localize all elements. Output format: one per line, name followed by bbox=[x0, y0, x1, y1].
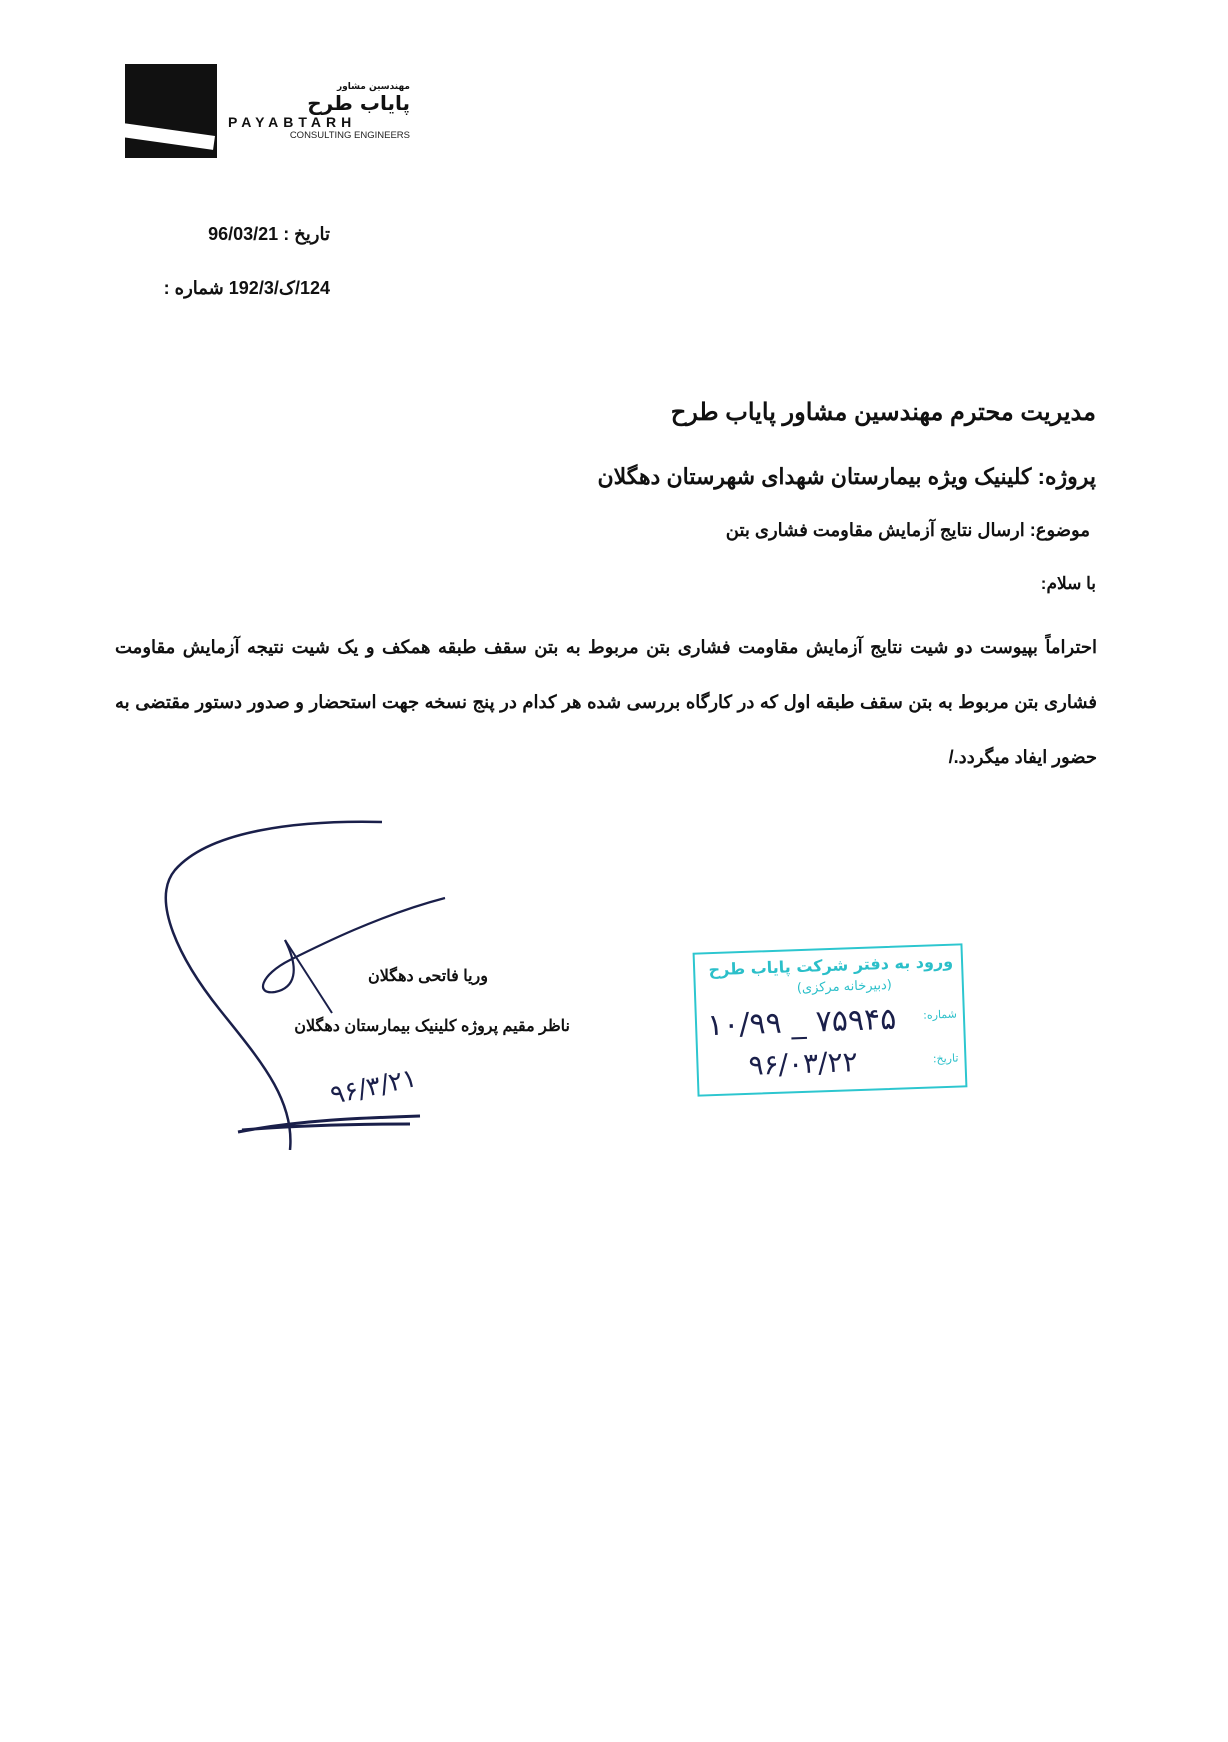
salutation: با سلام: bbox=[1040, 574, 1096, 593]
recipient-heading: مدیریت محترم مهندسین مشاور پایاب طرح bbox=[670, 399, 1096, 426]
receipt-stamp bbox=[693, 943, 968, 1096]
logo-name-en: PAYABTARH bbox=[228, 114, 357, 130]
signatory-title: ناظر مقیم پروژه کلینیک بیمارستان دهگلان bbox=[294, 1018, 570, 1035]
stamp-line2: (دبیرخانه مرکزی) bbox=[796, 977, 893, 997]
letter-date bbox=[208, 224, 330, 245]
stamp-number-label: شماره: bbox=[922, 1007, 958, 1022]
logo-name-fa: پایاب طرح bbox=[307, 91, 410, 115]
letter-number bbox=[164, 278, 330, 299]
number-label: شماره : bbox=[163, 278, 224, 298]
company-logo-text bbox=[228, 82, 410, 141]
stamp-date-label: تاریخ: bbox=[932, 1051, 959, 1066]
signatory-name: وریا فاتحی دهگلان bbox=[367, 968, 488, 985]
project-line: پروژه: کلینیک ویژه بیمارستان شهدای شهرستان دهگلان bbox=[597, 464, 1096, 489]
logo-tagline: مهندسین مشاور bbox=[336, 82, 410, 92]
number-value: 124/ک/192/3 bbox=[228, 278, 330, 298]
letter-body: احتراماً بپیوست دو شیت نتایج آزمایش مقاومت فشاری بتن مربوط به بتن سقف طبقه همکف و یک شیت نتیجه آزمایش مقاومت فشاری بتن مربوط به بتن سقف طبقه اول که در کارگاه بررسی شده هر کدام در پنج نسخه جهت استحضار و صدور دستور مقتضی به حضور ایفاد میگردد./ bbox=[115, 637, 1097, 767]
logo-subtitle: CONSULTING ENGINEERS bbox=[289, 130, 410, 141]
subject-line: موضوع: ارسال نتایج آزمایش مقاومت فشاری بتن bbox=[725, 520, 1090, 540]
stamp-line1: ورود به دفتر شرکت پایاب طرح bbox=[708, 951, 954, 980]
company-logo-mark bbox=[125, 64, 217, 158]
date-label: تاریخ : bbox=[283, 224, 330, 244]
stamp-date-value: ۹۶/۰۳/۲۲ bbox=[747, 1045, 859, 1082]
stamp-number-value: ۱۰/۹۹ _ ۷۵۹۴۵ bbox=[706, 1001, 897, 1044]
date-value: 96/03/21 bbox=[208, 224, 279, 244]
handwritten-date: ۹۶/۳/۲۱ bbox=[327, 1063, 420, 1111]
